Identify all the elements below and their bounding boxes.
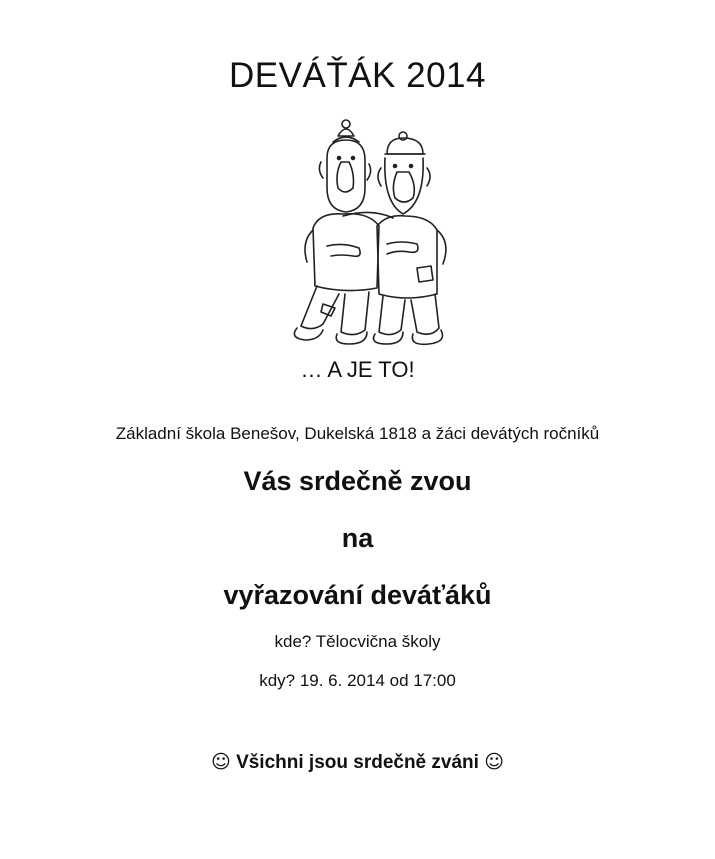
footer-note [0, 751, 715, 774]
tagline: … A JE TO! [300, 357, 415, 382]
event-time: kdy? 19. 6. 2014 od 17:00 [259, 671, 456, 690]
footer-text: Všichni jsou srdečně zváni [236, 752, 479, 773]
invite-line-1: Vás srdečně zvou [243, 466, 472, 496]
cartoon-illustration [283, 118, 461, 350]
document-title: DEVÁŤÁK 2014 [229, 56, 486, 95]
invite-line-3: vyřazování deváťáků [223, 580, 492, 610]
event-location: kde? Tělocvična školy [274, 632, 441, 651]
school-line: Základní škola Benešov, Dukelská 1818 a žáci devátých ročníků [115, 424, 600, 443]
smiley-icon: ☺ [484, 751, 505, 773]
smiley-icon: ☺ [210, 751, 231, 773]
invite-line-2: na [341, 523, 374, 553]
